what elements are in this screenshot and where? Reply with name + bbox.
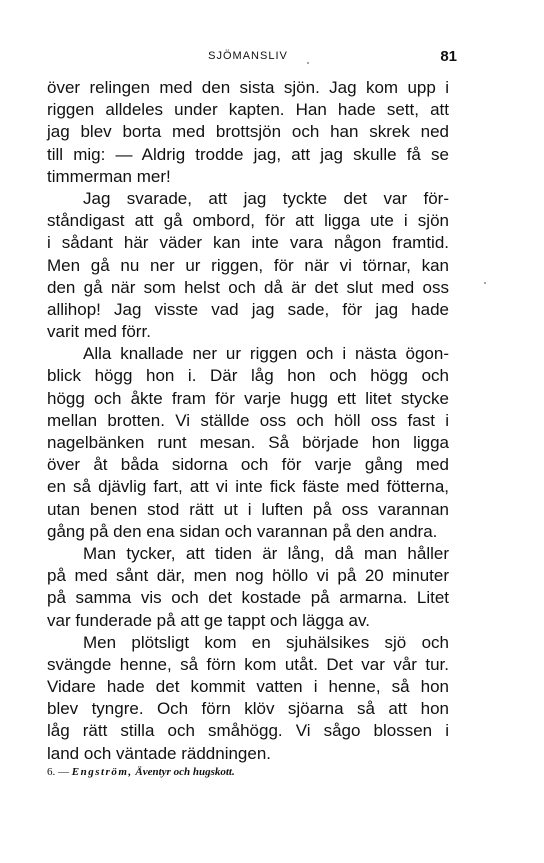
text-line: ståndigast att gå ombord, för att ligga ute i sjön [47, 211, 449, 231]
text-line: Man tycker, att tiden är lång, då man håller [83, 543, 449, 563]
text-line: över relingen med den sista sjön. Jag kom upp i [47, 78, 449, 97]
text-line: blick högg hon i. Där låg hon och högg och [47, 366, 449, 386]
text-line: nagelbänken runt mesan. Så började hon ligga [47, 433, 449, 452]
text-line: riggen alldeles under kapten. Han hade sett, att [47, 100, 449, 120]
page-number: 81 [440, 48, 457, 65]
signature-line [47, 766, 235, 778]
paragraph [47, 188, 449, 343]
text-line: svängde henne, så förn kom utåt. Det var vår tur. [47, 654, 449, 674]
text-line: land och väntade räddningen. [47, 743, 272, 763]
text-line: gång på den ena sidan och varannan på den andra. [47, 521, 438, 541]
text-line: till mig: — Aldrig trodde jag, att jag skulle få se [47, 144, 449, 164]
text-line: Vidare hade det kommit vatten i henne, så hon [47, 677, 449, 697]
text-line: var funderade på att ge tappt och lägga av. [47, 610, 370, 630]
text-line: varit med förr. [47, 322, 151, 342]
text-line: Jag svarade, att jag tyckte det var för- [83, 188, 449, 208]
paragraph [47, 543, 449, 632]
text-line: högg och åkte fram för varje hugg ett litet stycke [47, 388, 449, 408]
text-line: den gå när som helst och då är det slut med oss [47, 277, 449, 297]
text-line: en så djävlig fart, att vi inte fick fäste med fötterna, [47, 477, 449, 497]
text-line: låg rätt stilla och småhögg. Vi sågo blossen i [47, 721, 449, 741]
text-line: utan benen stod rätt ut i luften på oss varannan [47, 499, 449, 519]
text-line: allihop! Jag visste vad jag sade, för jag hade [47, 299, 449, 319]
print-speck [484, 282, 486, 284]
text-line: på samma vis och det kostade på armarna. Litet [47, 588, 449, 608]
text-line: Men gå nu ner ur riggen, för när vi törnar, kan [47, 255, 449, 275]
signature-author: Engström, [71, 766, 133, 778]
text-line: på med sånt där, men nog höllo vi på 20 minuter [47, 566, 449, 586]
running-head [47, 48, 457, 66]
text-line: jag blev borta med brottsjön och han skrek ned [47, 122, 449, 142]
running-title: SJÖMANSLIV [208, 50, 288, 62]
signature-book-title: Äventyr och hugskott. [135, 766, 235, 778]
text-line: Men plötsligt kom en sjuhälsikes sjö och [83, 632, 449, 652]
print-speck [307, 62, 309, 64]
text-line: över åt båda sidorna och för varje gång med [47, 455, 449, 475]
text-line: i sådant här väder kan inte vara någon framtid. [47, 233, 449, 253]
text-line: mellan brotten. Vi ställde oss och höll oss fast i [47, 410, 449, 430]
paragraph [47, 632, 449, 765]
paragraph [47, 77, 449, 188]
signature-number: 6. — [47, 766, 69, 778]
text-line: timmerman mer! [47, 166, 171, 186]
body-text [47, 77, 449, 765]
text-line: blev tyngre. Och förn klöv sjöarna så att hon [47, 699, 449, 719]
paragraph [47, 343, 449, 543]
text-line: Alla knallade ner ur riggen och i nästa ögon- [83, 344, 449, 364]
book-page [47, 0, 457, 863]
